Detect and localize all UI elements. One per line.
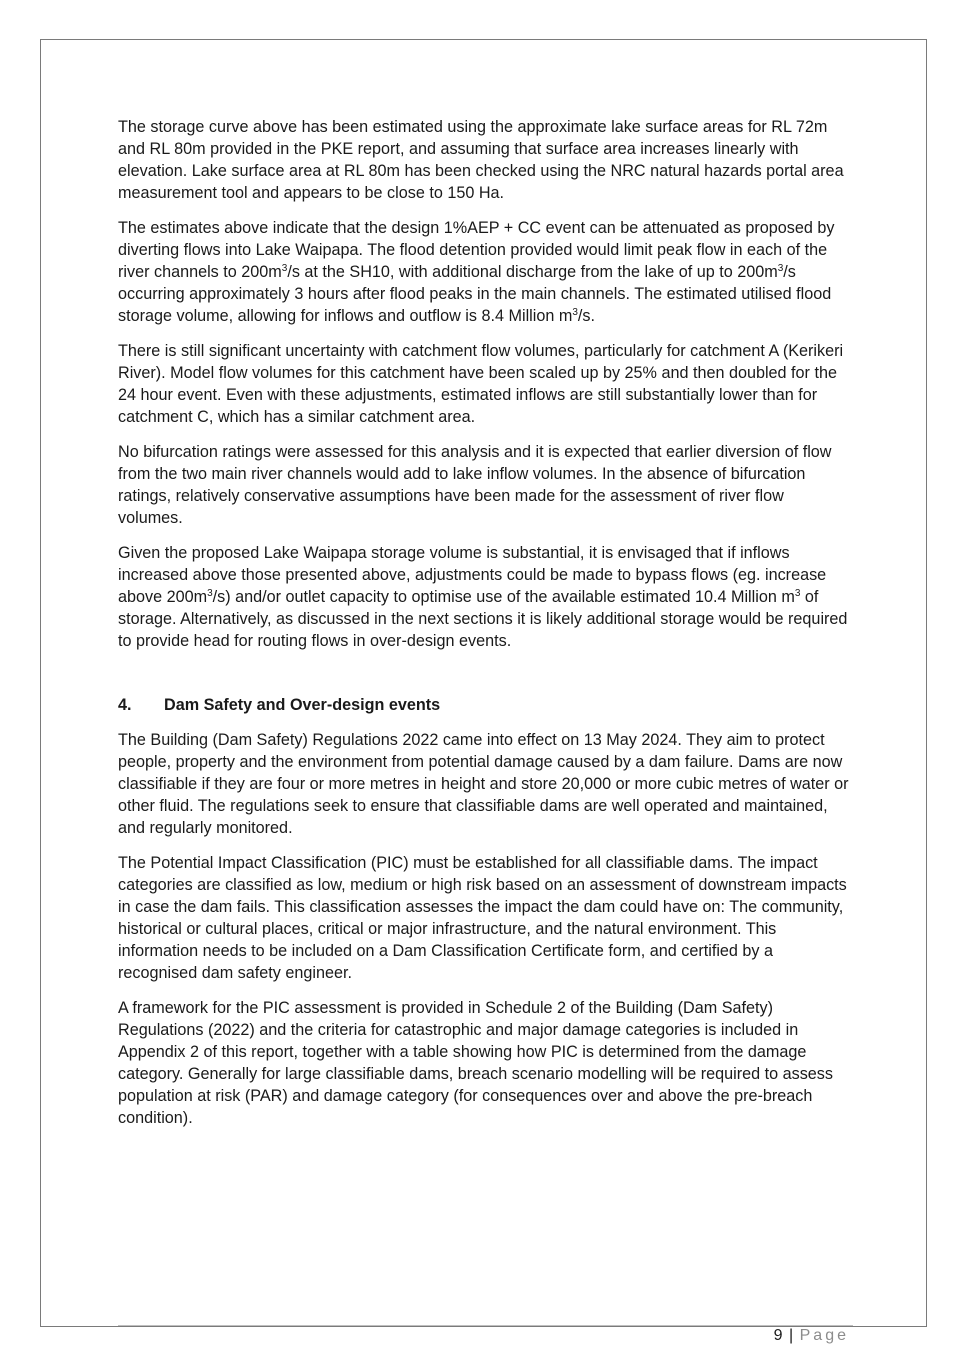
superscript: 3 (794, 588, 801, 599)
paragraph-text: /s. (577, 307, 596, 325)
footer-divider (118, 1325, 853, 1326)
paragraph-uncertainty: There is still significant uncertainty with catchment flow volumes, particularly for catchment A (Kerikeri River). Model flow volumes for this catchment have been scaled up by 25% and then doubled for the 24 hour event. Even with these adjustments, estimated inflows are still substantially lower than for catchment C, which has a similar catchment area. (118, 342, 844, 426)
paragraph-text: /s occurring approximately 3 hours after flood peaks in the main channels. The estimated utilised flood storage volume, allowing for inflows and outflow is 8.4 Million m (118, 263, 832, 325)
superscript: 3 (572, 307, 578, 318)
paragraph-text: /s) and/or outlet capacity to optimise use of the available estimated 10.4 Million m (212, 588, 795, 606)
paragraph-framework: A framework for the PIC assessment is provided in Schedule 2 of the Building (Dam Safety) Regulations (2022) and the criteria for catastrophic and major damage categories is included in Appendix 2 of this report, together with a table showing how PIC is determined from the damage category. Generally for large classifiable dams, breach scenario modelling will be required to assess population at risk (PAR) and damage category (for consequences over and above the pre-breach condition). (118, 999, 833, 1127)
paragraph-design-event (118, 217, 853, 327)
superscript: 3 (281, 263, 288, 274)
paragraph-storage-volume (118, 542, 853, 652)
section-heading (118, 694, 853, 716)
paragraph-text: Given the proposed Lake Waipapa storage volume is substantial, it is envisaged that if inflows increased above those presented above, adjustments could be made to bypass flows (eg. increase above 200m (118, 544, 827, 606)
paragraph-text: /s at the SH10, with additional discharge from the lake of up to 200m (287, 263, 778, 281)
superscript: 3 (777, 263, 784, 274)
footer-separator: | (789, 1327, 794, 1344)
page-label: Page (799, 1327, 849, 1344)
page-footer (774, 1327, 849, 1345)
document-body (118, 116, 853, 1142)
paragraph-text: The estimates above indicate that the design 1%AEP + CC event can be attenuated as proposed by diverting flows into Lake Waipapa. The flood detention provided would limit peak flow in each of the river channels to 200m (118, 219, 835, 281)
superscript: 3 (207, 588, 213, 599)
page-number: 9 (773, 1327, 783, 1344)
section-number: 4. (118, 696, 132, 714)
section-title: Dam Safety and Over-design events (164, 696, 441, 714)
paragraph-storage-curve: The storage curve above has been estimated using the approximate lake surface areas for RL 72m and RL 80m provided in the PKE report, and assuming that surface area increases linearly with elevation. Lake surface area at RL 80m has been checked using the NRC natural hazards portal area measurement tool and appears to be close to 150 Ha. (118, 118, 844, 202)
paragraph-regulations: The Building (Dam Safety) Regulations 2022 came into effect on 13 May 2024. They aim to protect people, property and the environment from potential damage caused by a dam failure. Dams are now classifiable if they are four or more metres in height and store 20,000 or more cubic metres of water or other fluid. The regulations seek to ensure that classifiable dams are well operated and maintained, and regularly monitored. (118, 731, 849, 837)
paragraph-pic: The Potential Impact Classification (PIC) must be established for all classifiable dams. The impact categories are classified as low, medium or high risk based on an assessment of downstream impacts in case the dam fails. This classification assesses the impact the dam could have on: The community, historical or cultural places, critical or major infrastructure, and the natural environment. This information needs to be included on a Dam Classification Certificate form, and certified by a recognised dam safety engineer. (118, 854, 847, 982)
paragraph-text: of storage. Alternatively, as discussed in the next sections it is likely additional storage would be required to provide head for routing flows in over-design events. (118, 588, 848, 650)
paragraph-bifurcation: No bifurcation ratings were assessed for this analysis and it is expected that earlier diversion of flow from the two main river channels would add to lake inflow volumes. In the absence of bifurcation ratings, relatively conservative assumptions have been made for the assessment of river flow volumes. (118, 443, 832, 527)
